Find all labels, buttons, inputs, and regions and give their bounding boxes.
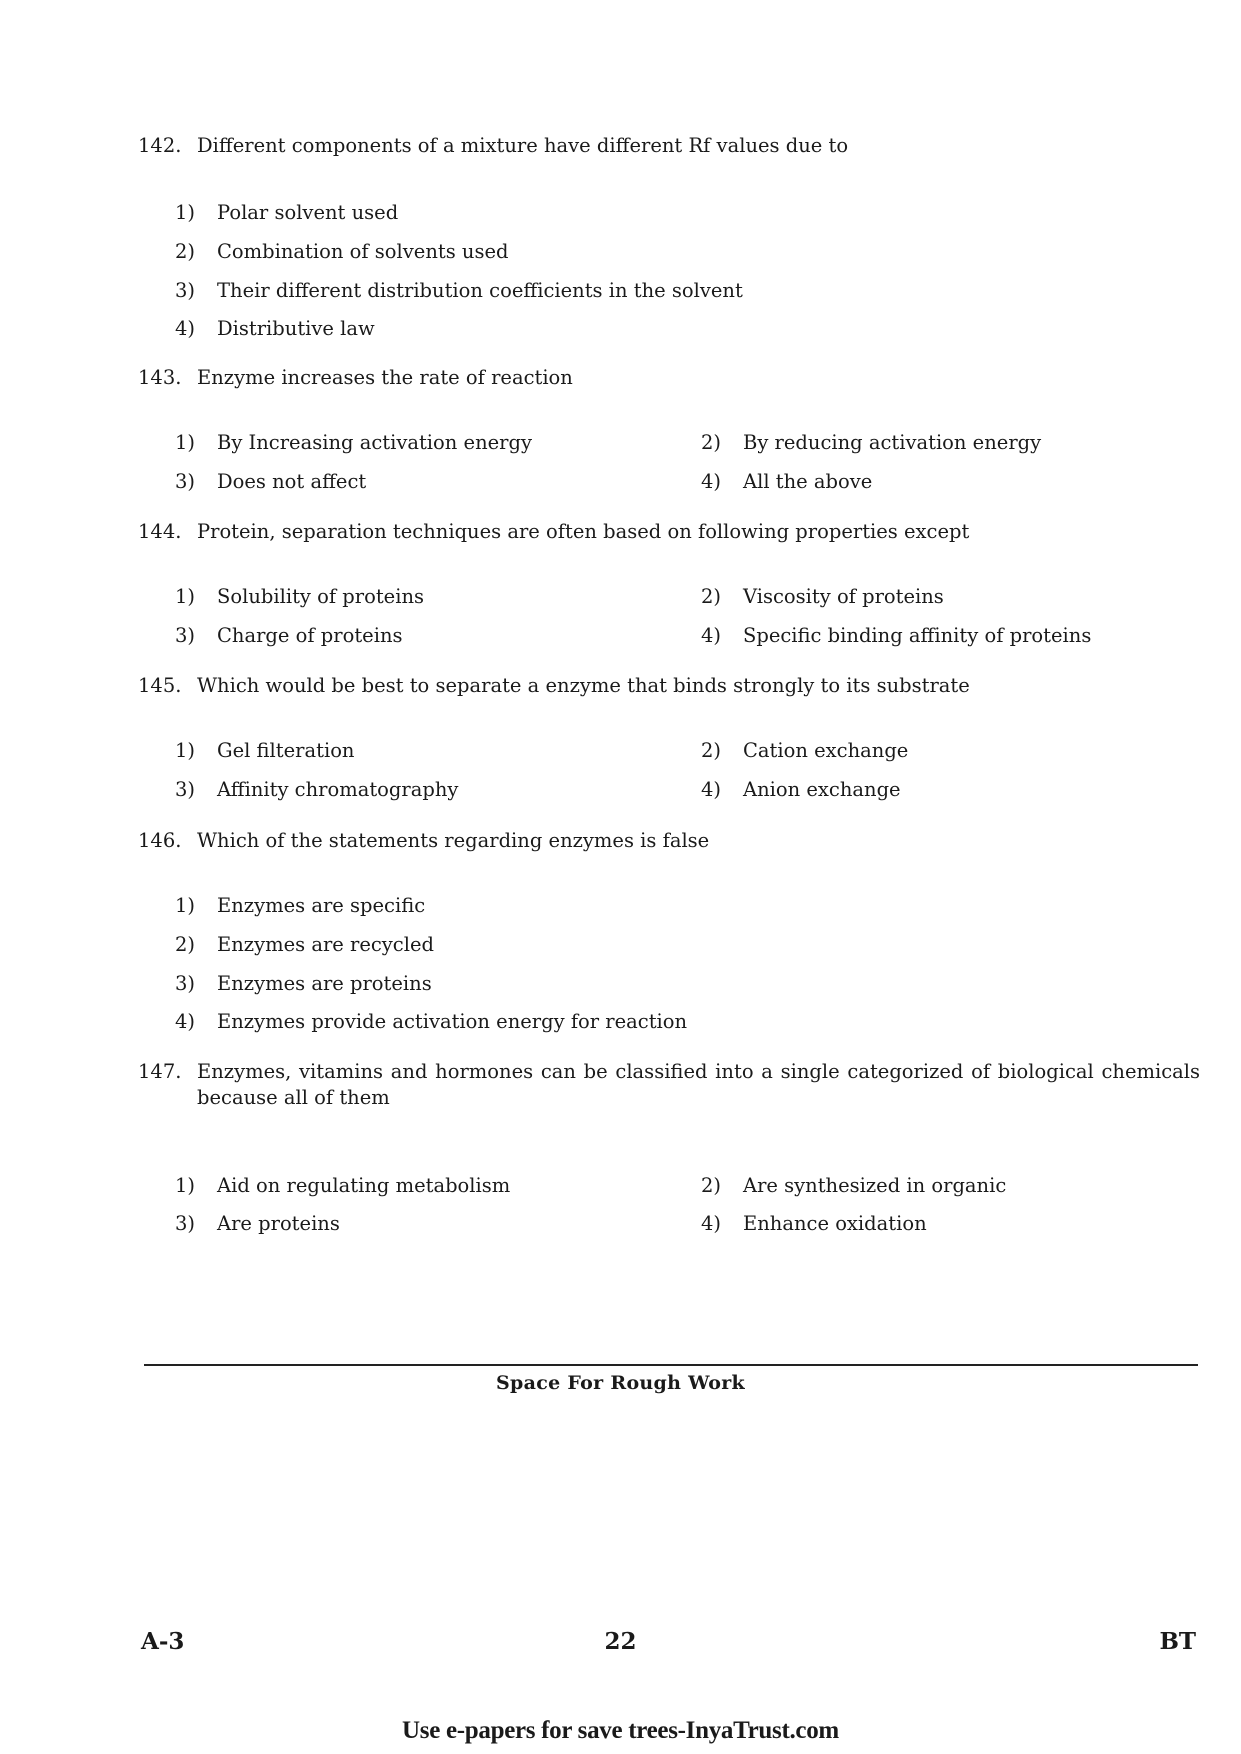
option-3 bbox=[175, 777, 458, 803]
option-3 bbox=[175, 971, 432, 997]
option-1 bbox=[175, 1173, 510, 1199]
option-number: 4) bbox=[175, 317, 196, 340]
option-text: By reducing activation energy bbox=[743, 431, 1042, 454]
option-number: 2) bbox=[701, 739, 722, 762]
question-stem bbox=[138, 828, 1200, 854]
question-146 bbox=[138, 828, 1200, 1033]
option-4 bbox=[701, 1211, 927, 1237]
option-3 bbox=[175, 278, 743, 304]
option-text: Enzymes are recycled bbox=[217, 933, 434, 956]
option-number: 4) bbox=[701, 470, 722, 493]
option-text: Are proteins bbox=[217, 1212, 340, 1235]
option-number: 4) bbox=[175, 1010, 196, 1033]
option-number: 3) bbox=[175, 624, 196, 647]
question-stem bbox=[138, 365, 1200, 391]
option-4 bbox=[175, 1009, 687, 1035]
question-147 bbox=[138, 1059, 1200, 1235]
question-145 bbox=[138, 673, 1200, 801]
option-text: Enhance oxidation bbox=[743, 1212, 927, 1235]
option-1 bbox=[175, 584, 424, 610]
option-text: Gel filteration bbox=[217, 739, 355, 762]
option-2 bbox=[701, 584, 944, 610]
option-2 bbox=[701, 738, 908, 764]
option-number: 2) bbox=[175, 240, 196, 263]
option-2 bbox=[175, 932, 434, 958]
rough-work-divider bbox=[144, 1364, 1198, 1366]
option-text: Anion exchange bbox=[743, 778, 901, 801]
option-text: Specific binding affinity of proteins bbox=[743, 624, 1092, 647]
question-number: 146. bbox=[138, 829, 182, 852]
question-number: 144. bbox=[138, 520, 182, 543]
option-text: Distributive law bbox=[217, 317, 375, 340]
option-text: Cation exchange bbox=[743, 739, 909, 762]
question-text: Which would be best to separate a enzyme that binds strongly to its substrate bbox=[197, 674, 970, 697]
option-number: 3) bbox=[175, 279, 196, 302]
option-text: Are synthesized in organic bbox=[743, 1174, 1007, 1197]
option-number: 2) bbox=[175, 933, 196, 956]
option-number: 1) bbox=[175, 1174, 196, 1197]
option-2 bbox=[701, 430, 1041, 456]
option-4 bbox=[701, 777, 901, 803]
paper-code: A-3 bbox=[141, 1628, 185, 1655]
option-2 bbox=[701, 1173, 1006, 1199]
option-2 bbox=[175, 239, 509, 265]
option-number: 3) bbox=[175, 778, 196, 801]
option-text: Aid on regulating metabolism bbox=[217, 1174, 511, 1197]
question-text: Protein, separation techniques are often based on following properties except bbox=[197, 520, 970, 543]
question-144 bbox=[138, 519, 1200, 647]
option-number: 3) bbox=[175, 470, 196, 493]
question-142 bbox=[138, 133, 1200, 340]
option-number: 1) bbox=[175, 739, 196, 762]
option-1 bbox=[175, 893, 425, 919]
option-number: 4) bbox=[701, 624, 722, 647]
option-text: Solubility of proteins bbox=[217, 585, 425, 608]
option-1 bbox=[175, 738, 355, 764]
option-number: 1) bbox=[175, 201, 196, 224]
question-text: Enzymes, vitamins and hormones can be classified into a single categorized of biological chemicals because all of them bbox=[197, 1060, 1200, 1109]
option-number: 3) bbox=[175, 1212, 196, 1235]
question-number: 147. bbox=[138, 1060, 182, 1083]
page-number: 22 bbox=[604, 1628, 637, 1655]
option-3 bbox=[175, 623, 403, 649]
option-text: Combination of solvents used bbox=[217, 240, 509, 263]
option-1 bbox=[175, 430, 532, 456]
promo-footer: Use e-papers for save trees-InyaTrust.com bbox=[402, 1717, 839, 1744]
question-stem bbox=[138, 133, 1200, 159]
option-number: 1) bbox=[175, 894, 196, 917]
option-text: All the above bbox=[743, 470, 873, 493]
option-text: Charge of proteins bbox=[217, 624, 403, 647]
option-text: By Increasing activation energy bbox=[217, 431, 532, 454]
question-text: Different components of a mixture have different Rf values due to bbox=[197, 134, 849, 157]
option-text: Enzymes are specific bbox=[217, 894, 426, 917]
option-4 bbox=[701, 623, 1091, 649]
option-4 bbox=[175, 316, 375, 342]
question-number: 142. bbox=[138, 134, 182, 157]
option-number: 1) bbox=[175, 431, 196, 454]
option-4 bbox=[701, 469, 872, 495]
option-number: 4) bbox=[701, 778, 722, 801]
question-text: Which of the statements regarding enzymes is false bbox=[197, 829, 710, 852]
option-text: Viscosity of proteins bbox=[743, 585, 944, 608]
question-143 bbox=[138, 365, 1200, 493]
option-text: Does not affect bbox=[217, 470, 367, 493]
question-stem bbox=[138, 673, 1200, 699]
question-number: 145. bbox=[138, 674, 182, 697]
rough-work-label: Space For Rough Work bbox=[496, 1372, 745, 1394]
option-1 bbox=[175, 200, 398, 226]
option-text: Their different distribution coefficients in the solvent bbox=[217, 279, 743, 302]
option-number: 2) bbox=[701, 431, 722, 454]
option-text: Affinity chromatography bbox=[217, 778, 459, 801]
subject-code: BT bbox=[1159, 1628, 1196, 1655]
option-number: 4) bbox=[701, 1212, 722, 1235]
option-text: Enzymes are proteins bbox=[217, 972, 432, 995]
question-stem bbox=[138, 1059, 1200, 1111]
option-text: Polar solvent used bbox=[217, 201, 399, 224]
question-stem bbox=[138, 519, 1200, 545]
option-number: 3) bbox=[175, 972, 196, 995]
question-number: 143. bbox=[138, 366, 182, 389]
option-3 bbox=[175, 469, 366, 495]
option-number: 2) bbox=[701, 585, 722, 608]
option-number: 1) bbox=[175, 585, 196, 608]
option-number: 2) bbox=[701, 1174, 722, 1197]
option-3 bbox=[175, 1211, 340, 1237]
question-text: Enzyme increases the rate of reaction bbox=[197, 366, 573, 389]
option-text: Enzymes provide activation energy for reaction bbox=[217, 1010, 688, 1033]
